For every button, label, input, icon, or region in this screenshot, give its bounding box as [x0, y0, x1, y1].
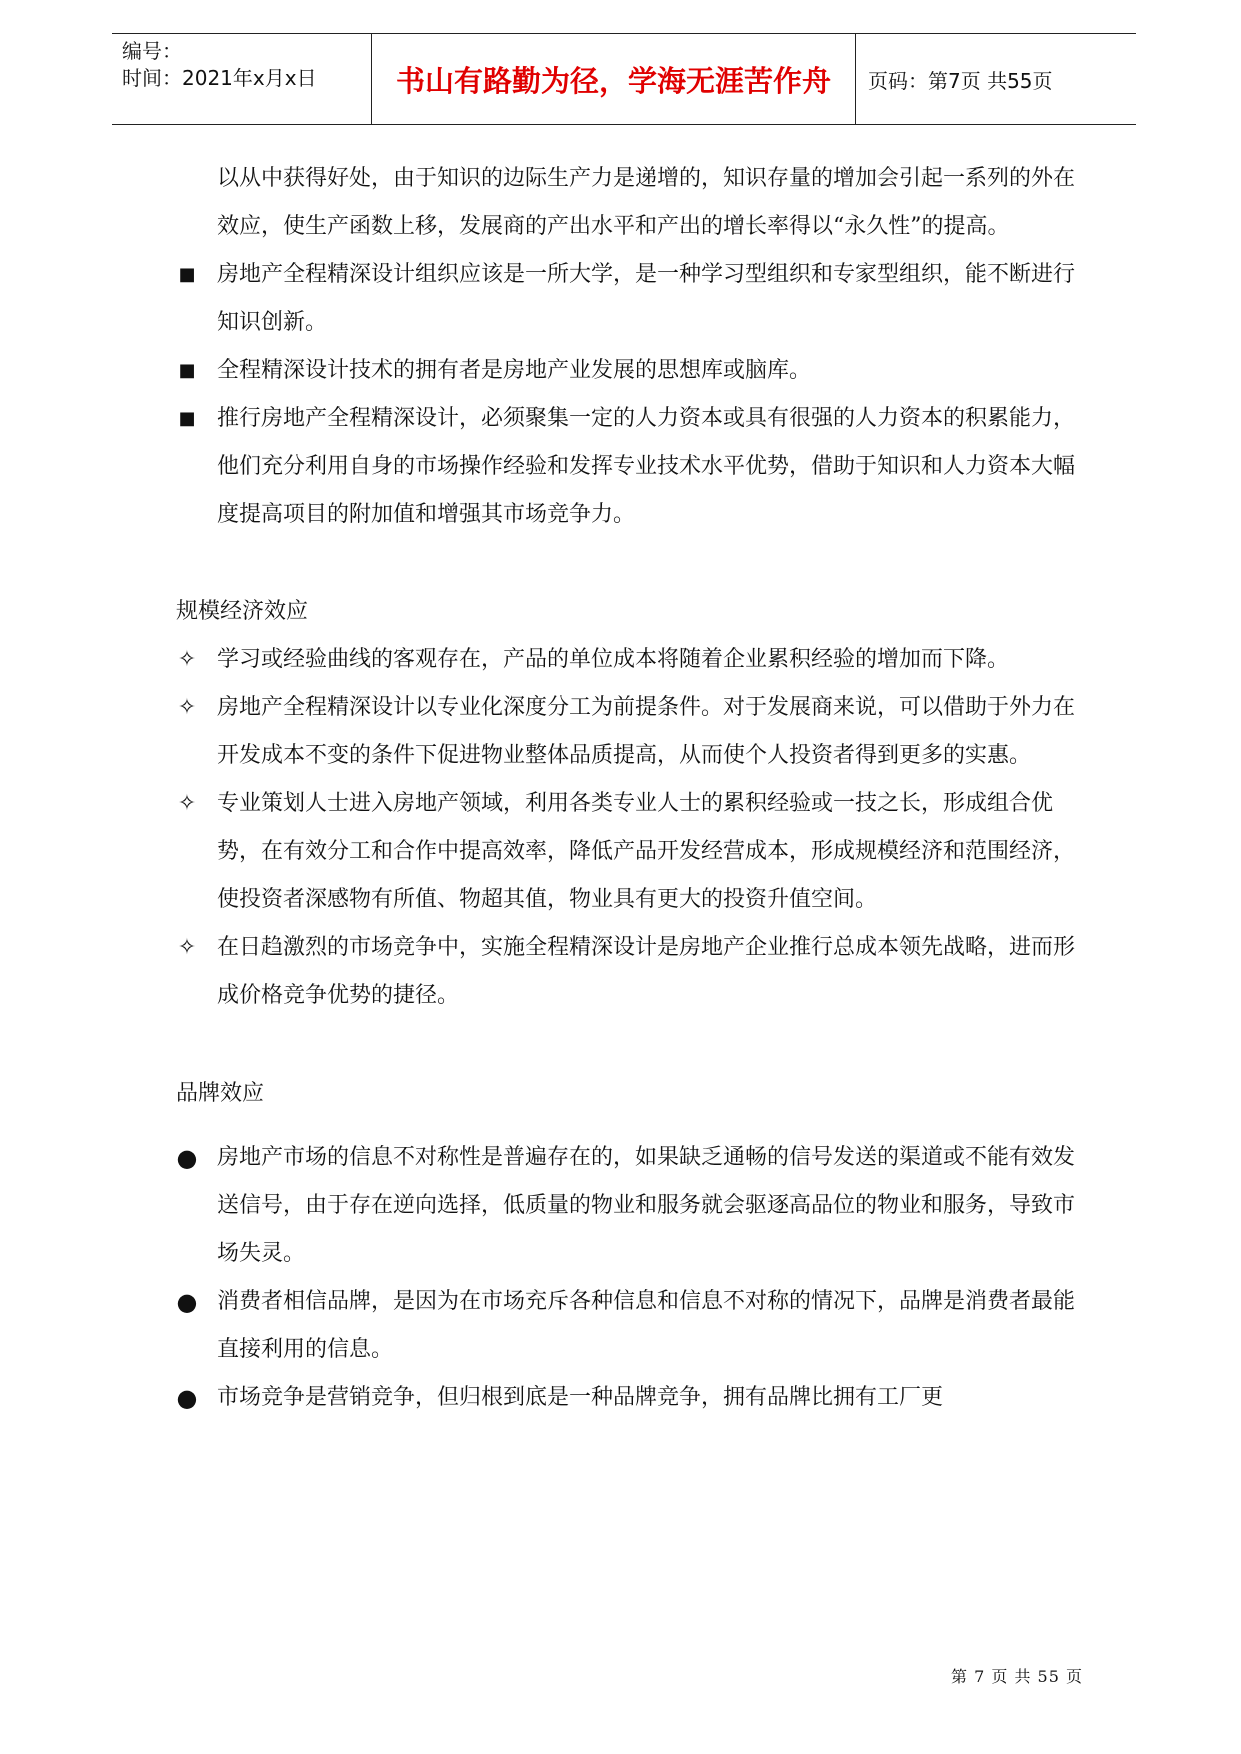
square-bullet-icon: ■	[178, 360, 196, 381]
list-item	[178, 347, 1085, 395]
document-number-label: 编号：	[122, 39, 182, 63]
square-bullet-icon: ■	[178, 264, 196, 285]
document-date: 时间：2021年x月x日	[122, 66, 317, 90]
dot-bullet-icon: ●	[176, 1144, 198, 1172]
list-item-text: 学习或经验曲线的客观存在，产品的单位成本将随着企业累积经验的增加而下降。	[217, 647, 1010, 672]
diamond-bullet-icon: ✧	[177, 695, 197, 720]
header-meta	[112, 34, 372, 124]
intro-paragraph: 以从中获得好处，由于知识的边际生产力是递增的，知识存量的增加会引起一系列的外在效应，使生产函数上移，发展商的产出水平和产出的增长率得以“永久性”的提高。	[217, 166, 1076, 239]
list-item-text: 房地产全程精深设计组织应该是一所大学，是一种学习型组织和专家型组织，能不断进行知识创新。	[217, 262, 1076, 335]
list-item-text: 房地产市场的信息不对称性是普遍存在的，如果缺乏通畅的信号发送的渠道或不能有效发送信号，由于存在逆向选择，低质量的物业和服务就会驱逐高品位的物业和服务，导致市场失灵。	[217, 1145, 1076, 1266]
document-body	[176, 155, 1085, 1422]
header-motto: 书山有路勤为径，学海无涯苦作舟	[372, 34, 856, 124]
diamond-bullet-icon: ✧	[177, 791, 197, 816]
page-header	[112, 33, 1136, 125]
page-footer: 第 7 页 共 55 页	[951, 1667, 1083, 1686]
list-item	[176, 1134, 1085, 1278]
diamond-bullet-icon: ✧	[177, 647, 197, 672]
list-item-text: 全程精深设计技术的拥有者是房地产业发展的思想库或脑库。	[217, 358, 812, 383]
list-item-text: 在日趋激烈的市场竞争中，实施全程精深设计是房地产企业推行总成本领先战略，进而形成价格竞争优势的捷径。	[217, 935, 1076, 1008]
section-heading-brand-effect: 品牌效应	[176, 1081, 265, 1106]
list-item-text: 消费者相信品牌，是因为在市场充斥各种信息和信息不对称的情况下，品牌是消费者最能直接利用的信息。	[217, 1289, 1076, 1362]
section-heading-scale-economy: 规模经济效应	[176, 599, 309, 624]
list-item	[177, 924, 1085, 1020]
dot-bullet-icon: ●	[176, 1384, 198, 1412]
list-item-text: 专业策划人士进入房地产领域，利用各类专业人士的累积经验或一技之长，形成组合优势，在有效分工和合作中提高效率，降低产品开发经营成本，形成规模经济和范围经济，使投资者深感物有所值、物超其值，物业具有更大的投资升值空间。	[217, 791, 1076, 912]
list-item	[177, 684, 1085, 780]
list-item	[177, 780, 1085, 924]
diamond-bullet-icon: ✧	[177, 935, 197, 960]
list-item	[178, 395, 1085, 539]
list-item	[176, 1278, 1085, 1374]
header-page-info: 页码：第7页 共55页	[868, 68, 1053, 93]
list-item-text: 房地产全程精深设计以专业化深度分工为前提条件。对于发展商来说，可以借助于外力在开发成本不变的条件下促进物业整体品质提高，从而使个人投资者得到更多的实惠。	[217, 695, 1076, 768]
square-bullet-icon: ■	[178, 408, 196, 429]
list-item	[177, 636, 1085, 684]
dot-bullet-icon: ●	[176, 1288, 198, 1316]
list-item	[176, 1374, 1085, 1422]
list-item	[178, 251, 1085, 347]
list-item-text: 市场竞争是营销竞争，但归根到底是一种品牌竞争，拥有品牌比拥有工厂更	[217, 1385, 944, 1410]
list-item-text: 推行房地产全程精深设计，必须聚集一定的人力资本或具有很强的人力资本的积累能力，他们充分利用自身的市场操作经验和发挥专业技术水平优势，借助于知识和人力资本大幅度提高项目的附加值和增强其市场竞争力。	[217, 406, 1076, 527]
